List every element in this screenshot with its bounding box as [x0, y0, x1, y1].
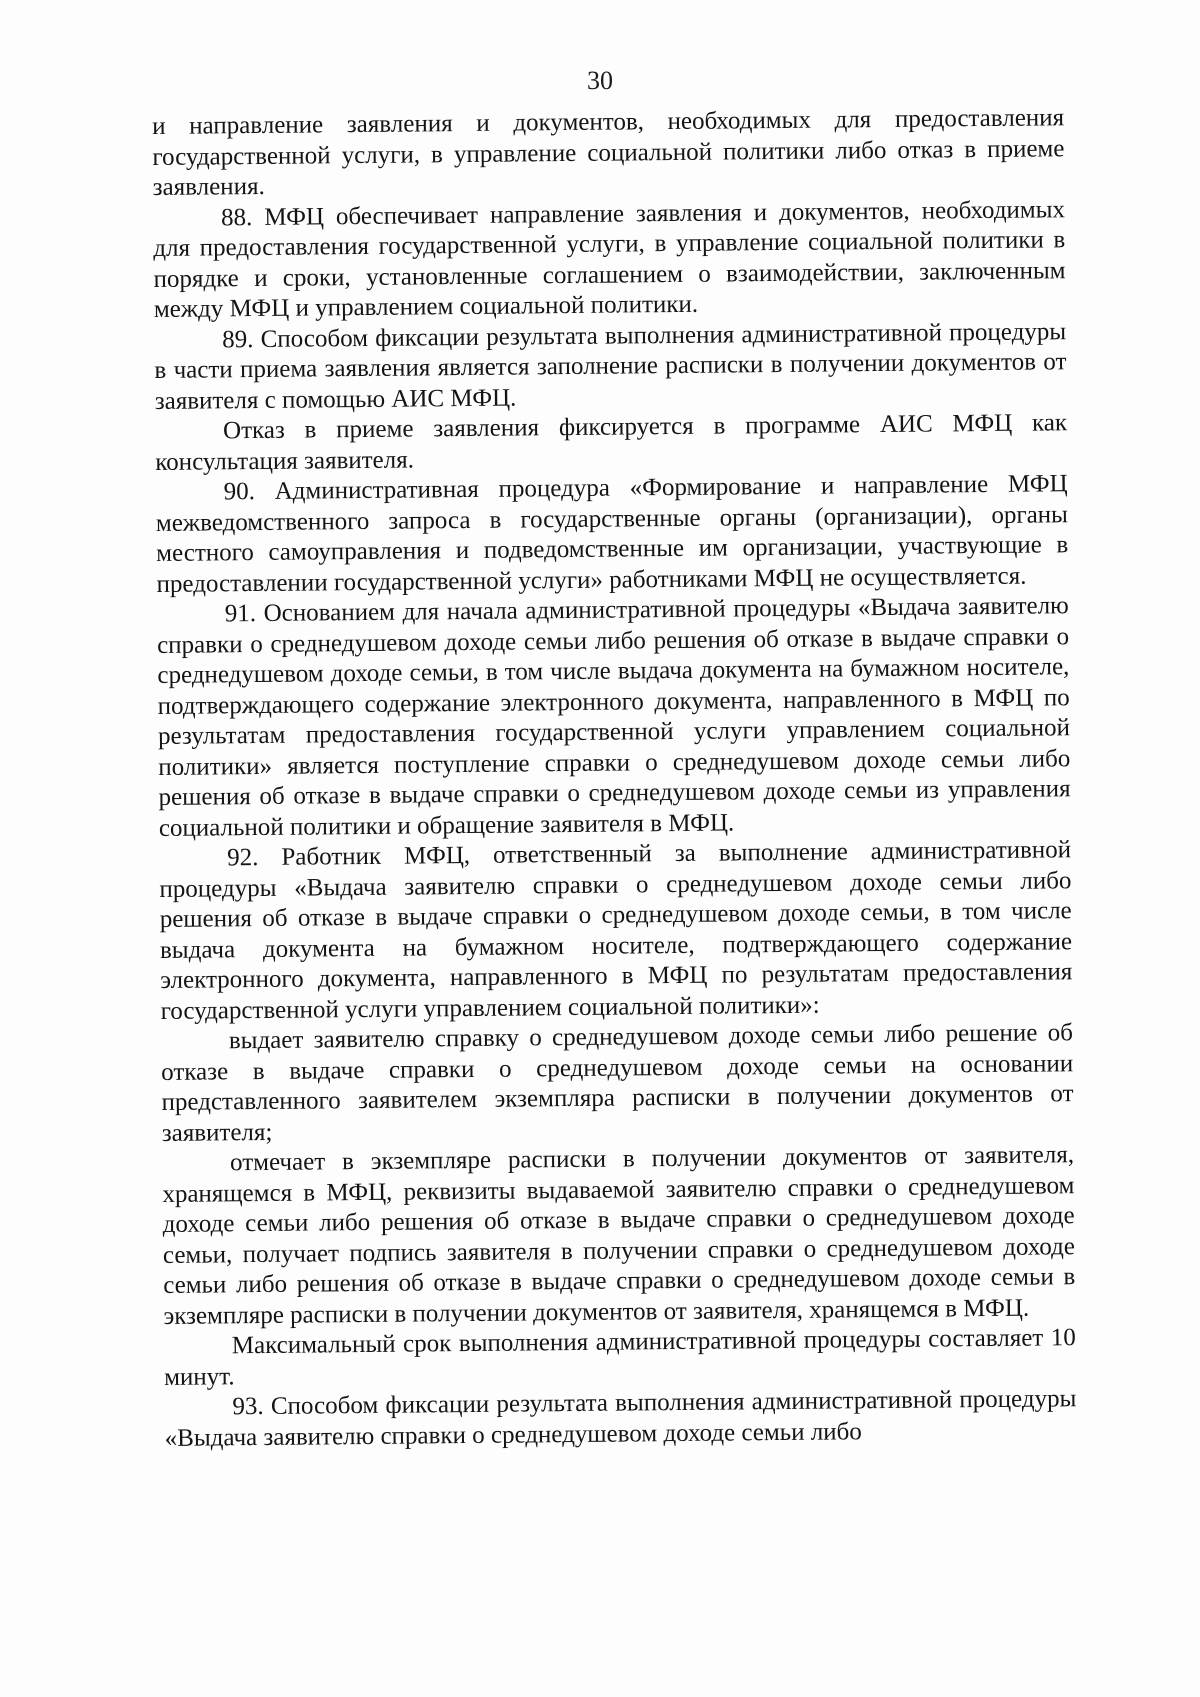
paragraph-92-marks: отмечает в экземпляре расписки в получении документов от заявителя, хранящемся в МФЦ, реквизиты выдаваемой заявителю справки о среднедушевом доходе семьи либо решения об отказе в выдаче справки о среднедушевом доходе семьи, получает подпись заявителя в получении справки о среднедушевом доходе семьи либо решения об отказе в выдаче справки о среднедушевом доходе семьи в экземпляре расписки в получении документов от заявителя, хранящемся в МФЦ. — [162, 1141, 1076, 1330]
page-number: 30 — [587, 66, 613, 95]
paragraph-89-refusal: Отказ в приеме заявления фиксируется в программе АИС МФЦ как консультация заявителя. — [155, 409, 1068, 476]
paragraph-90: 90. Административная процедура «Формирование и направление МФЦ межведомственного запроса в государственные органы (организации), органы местного самоуправления и подведомственные им организации, участвующие в предоставлении государственной услуги» работниками МФЦ не осуществляется. — [155, 470, 1069, 598]
paragraph-max-time: Максимальный срок выполнения административной процедуры составляет 10 минут. — [164, 1324, 1076, 1391]
paragraph-93: 93. Способом фиксации результата выполнения административной процедуры «Выдача заявителю справки о среднедушевом доходе семьи либо — [164, 1385, 1077, 1452]
paragraph-89: 89. Способом фиксации результата выполнения административной процедуры в части приема заявления является заполнение расписки в получении документов от заявителя с помощью АИС МФЦ. — [154, 317, 1067, 415]
paragraph-92: 92. Работник МФЦ, ответственный за выполнение административной процедуры «Выдача заявителю справки о среднедушевом доходе семьи либо решения об отказе в выдаче справки о среднедушевом доходе семьи, в том числе выдача документа на бумажном носителе, подтверждающего содержание электронного документа, направленного в МФЦ по результатам предоставления государственной услуги управлением социальной политики»: — [159, 836, 1073, 1025]
paragraph-91: 91. Основанием для начала административной процедуры «Выдача заявителю справки о среднедушевом доходе семьи либо решения об отказе в выдаче справки о среднедушевом доходе семьи, в том числе выдача документа на бумажном носителе, подтверждающего содержание электронного документа, направленного в МФЦ по результатам предоставления государственной услуги управлением социальной политики» является поступление справки о среднедушевом доходе семьи либо решения об отказе в выдаче справки о среднедушевом доходе семьи из управления социальной политики и обращение заявителя в МФЦ. — [156, 592, 1071, 842]
paragraph-continuation: и направление заявления и документов, необходимых для предоставления государственной услуги, в управление социальной политики либо отказ в приеме заявления. — [152, 104, 1065, 201]
paragraph-92-issues: выдает заявителю справку о среднедушевом доходе семьи либо решение об отказе в выдаче справки о среднедушевом доходе семьи на основании представленного заявителем экземпляра расписки в получении документов от заявителя; — [161, 1019, 1074, 1147]
document-body — [152, 103, 1077, 1454]
paragraph-88: 88. МФЦ обеспечивает направление заявления и документов, необходимых для предоставления государственной услуги, в управление социальной политики в порядке и сроки, установленные соглашением о взаимодействии, заключенным между МФЦ и управлением социальной политики. — [153, 195, 1066, 323]
